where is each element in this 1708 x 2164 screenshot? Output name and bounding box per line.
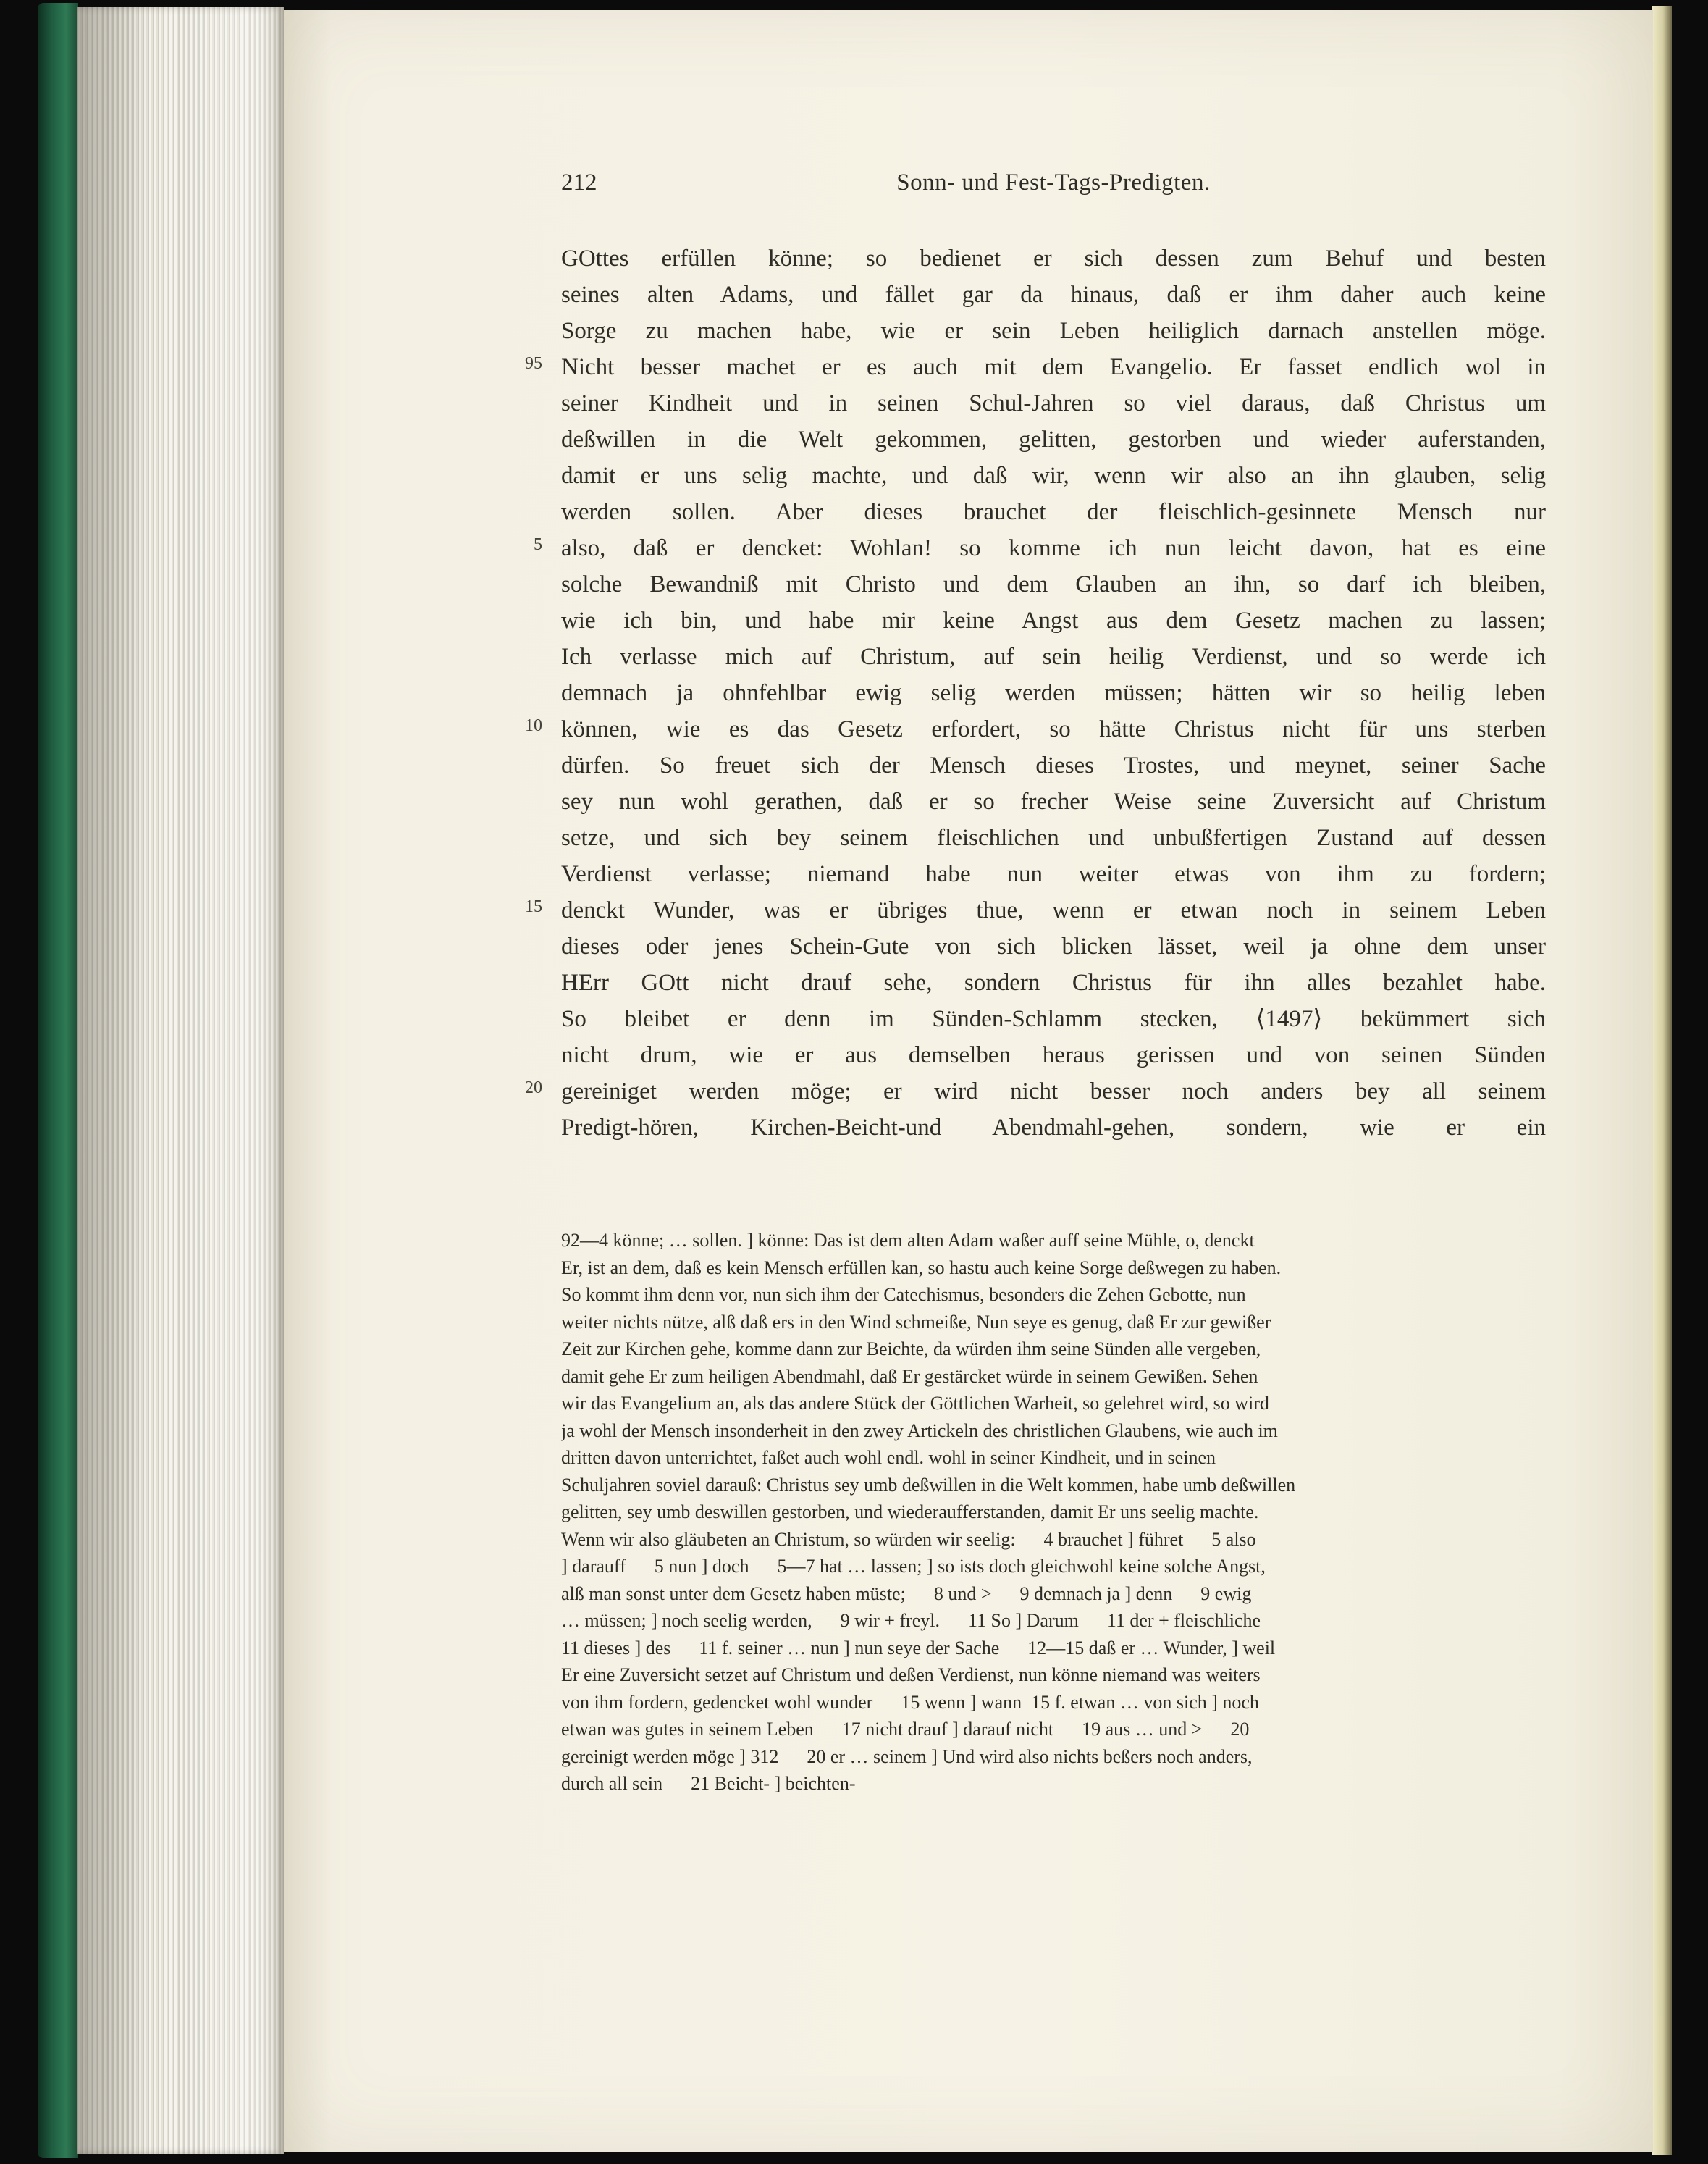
apparatus-line: alß man sonst unter dem Gesetz haben müste; 8 und > 9 demnach ja ] denn 9 ewig [561, 1582, 1252, 1604]
text-line [561, 385, 1546, 422]
margin-line-number: 10 [525, 716, 542, 735]
text-line-content: Predigt-hören, Kirchen-Beicht-und Abendmahl-gehen, sondern, wie er ein [561, 1115, 1546, 1141]
apparatus-line: gelitten, sey umb deswillen gestorben, und wiederaufferstanden, damit Er uns seelig machte. [561, 1501, 1259, 1522]
apparatus-line: ja wohl der Mensch insonderheit in den zwey Artickeln des christlichen Glaubens, wie auch im [561, 1419, 1278, 1441]
apparatus-line: gereinigt werden möge ] 312 20 er … seinem ] Und wird also nichts beßers noch anders, [561, 1745, 1253, 1767]
text-line [561, 928, 1546, 965]
text-line [561, 277, 1546, 313]
text-line-content: nicht drum, wie er aus demselben heraus gerissen und von seinen Sünden [561, 1042, 1546, 1068]
text-line-content: GOttes erfüllen könne; so bedienet er sich dessen zum Behuf und besten [561, 246, 1546, 272]
text-line [561, 639, 1546, 675]
apparatus-line: damit gehe Er zum heiligen Abendmahl, daß Er gestärcket würde in seinem Gewißen. Sehen [561, 1365, 1258, 1387]
book-cover-edge [38, 3, 78, 2158]
book-page [284, 10, 1653, 2152]
apparatus-line: 11 dieses ] des 11 f. seiner … nun ] nun seye der Sache 12—15 daß er … Wunder, ] weil [561, 1637, 1276, 1658]
critical-apparatus [561, 1227, 1546, 1798]
margin-line-number: 95 [525, 354, 542, 373]
apparatus-line: ] darauff 5 nun ] doch 5—7 hat … lassen; ] so ists doch gleichwohl keine solche Angst, [561, 1556, 1266, 1577]
text-line [561, 458, 1546, 494]
apparatus-line: Wenn wir also gläubeten an Christum, so würden wir seelig: 4 brauchet ] führet 5 also [561, 1528, 1256, 1550]
text-line-content: dürfen. So freuet sich der Mensch dieses Trostes, und meynet, seiner Sache [561, 752, 1546, 779]
text-line [525, 1073, 1546, 1110]
apparatus-line: Er, ist an dem, daß es kein Mensch erfüllen kan, so hastu auch keine Sorge deßwegen zu haben. [561, 1257, 1282, 1278]
text-line [525, 892, 1546, 928]
text-line [561, 820, 1546, 856]
apparatus-line: Zeit zur Kirchen gehe, komme dann zur Beichte, da würden ihm seine Sünden alle vergeben, [561, 1338, 1261, 1359]
text-line-content: solche Bewandniß mit Christo und dem Glauben an ihn, so darf ich bleiben, [561, 571, 1546, 597]
text-line [561, 494, 1546, 530]
text-line-content: deßwillen in die Welt gekommen, gelitten, gestorben und wieder auferstanden, [561, 427, 1546, 453]
apparatus-line: 92—4 könne; … sollen. ] könne: Das ist dem alten Adam waßer auff seine Mühle, o, denckt [561, 1230, 1255, 1251]
apparatus-line: wir das Evangelium an, als das andere Stück der Göttlichen Warheit, so gelehret wird, so wird [561, 1393, 1269, 1414]
fore-edge [1652, 6, 1672, 2155]
apparatus-line: … müssen; ] noch seelig werden, 9 wir + freyl. 11 So ] Darum 11 der + fleischliche [561, 1610, 1261, 1631]
text-line [561, 1110, 1546, 1146]
page-header [561, 167, 1546, 198]
text-line-content: denckt Wunder, was er übriges thue, wenn er etwan noch in seinem Leben [561, 897, 1546, 923]
text-line-content: werden sollen. Aber dieses brauchet der fleischlich-gesinnete Mensch nur [561, 499, 1546, 525]
main-text-block [525, 240, 1546, 1146]
text-line-content: demnach ja ohnfehlbar ewig selig werden müssen; hätten wir so heilig leben [561, 680, 1546, 706]
text-line [561, 965, 1546, 1001]
text-line [561, 747, 1546, 784]
text-line [561, 422, 1546, 458]
text-line-content: dieses oder jenes Schein-Gute von sich blicken lässet, weil ja ohne dem unser [561, 934, 1546, 960]
text-line [561, 603, 1546, 639]
text-line [561, 566, 1546, 603]
text-line-content: So bleibet er denn im Sünden-Schlamm stecken, ⟨1497⟩ bekümmert sich [561, 1006, 1546, 1032]
apparatus-line: etwan was gutes in seinem Leben 17 nicht drauf ] darauf nicht 19 aus … und > 20 [561, 1719, 1250, 1740]
apparatus-line: Schuljahren soviel darauß: Christus sey umb deßwillen in die Welt kommen, habe umb deßwillen [561, 1474, 1296, 1496]
text-line-content: damit er uns selig machte, und daß wir, wenn wir also an ihn glauben, selig [561, 463, 1546, 489]
apparatus-line: So kommt ihm denn vor, nun sich ihm der Catechismus, besonders die Zehen Gebotte, nun [561, 1284, 1246, 1305]
text-line [534, 530, 1546, 566]
text-line [561, 313, 1546, 349]
text-line [525, 349, 1546, 385]
apparatus-line: dritten davon unterrichtet, faßet auch wohl endl. wohl in seiner Kindheit, und in seinen [561, 1447, 1216, 1468]
margin-line-number: 15 [525, 897, 542, 916]
apparatus-line: weiter nichts nütze, alß daß ers in den Wind schmeiße, Nun seye es genug, daß Er zur gewißer [561, 1311, 1271, 1333]
text-line-content: seines alten Adams, und fället gar da hinaus, daß er ihm daher auch keine [561, 282, 1546, 308]
text-line-content: seiner Kindheit und in seinen Schul-Jahren so viel daraus, daß Christus um [561, 390, 1546, 416]
apparatus-line: von ihm fordern, gedencket wohl wunder 15 wenn ] wann 15 f. etwan … von sich ] noch [561, 1691, 1259, 1713]
margin-line-number: 5 [534, 535, 542, 554]
text-line-content: können, wie es das Gesetz erfordert, so hätte Christus nicht für uns sterben [561, 716, 1546, 742]
margin-line-number: 20 [525, 1078, 542, 1097]
text-line-content: sey nun wohl gerathen, daß er so frecher Weise seine Zuversicht auf Christum [561, 789, 1546, 815]
text-line [561, 675, 1546, 711]
text-line-content: also, daß er dencket: Wohlan! so komme ich nun leicht davon, hat es eine [561, 535, 1546, 561]
text-line-content: wie ich bin, und habe mir keine Angst aus dem Gesetz machen zu lassen; [561, 608, 1546, 634]
text-line [561, 1001, 1546, 1037]
text-line-content: Nicht besser machet er es auch mit dem Evangelio. Er fasset endlich wol in [561, 354, 1546, 380]
text-line-content: Verdienst verlasse; niemand habe nun weiter etwas von ihm zu fordern; [561, 861, 1546, 887]
page-number: 212 [561, 169, 597, 196]
text-line [525, 711, 1546, 747]
apparatus-line: Er eine Zuversicht setzet auf Christum und deßen Verdienst, nun könne niemand was weiters [561, 1664, 1261, 1685]
running-title: Sonn- und Fest-Tags-Predigten. [896, 169, 1211, 196]
text-line [561, 856, 1546, 892]
text-line [561, 1037, 1546, 1073]
text-line-content: gereiniget werden möge; er wird nicht besser noch anders bey all seinem [561, 1078, 1546, 1104]
fanned-page-edges [77, 7, 284, 2154]
text-line-content: setze, und sich bey seinem fleischlichen und unbußfertigen Zustand auf dessen [561, 825, 1546, 851]
text-line-content: Sorge zu machen habe, wie er sein Leben heiliglich darnach anstellen möge. [561, 318, 1546, 344]
apparatus-line: durch all sein 21 Beicht- ] beichten- [561, 1773, 856, 1794]
text-line-content: HErr GOtt nicht drauf sehe, sondern Christus für ihn alles bezahlet habe. [561, 970, 1546, 996]
text-line [561, 240, 1546, 277]
text-line [561, 784, 1546, 820]
text-line-content: Ich verlasse mich auf Christum, auf sein heilig Verdienst, und so werde ich [561, 644, 1546, 670]
